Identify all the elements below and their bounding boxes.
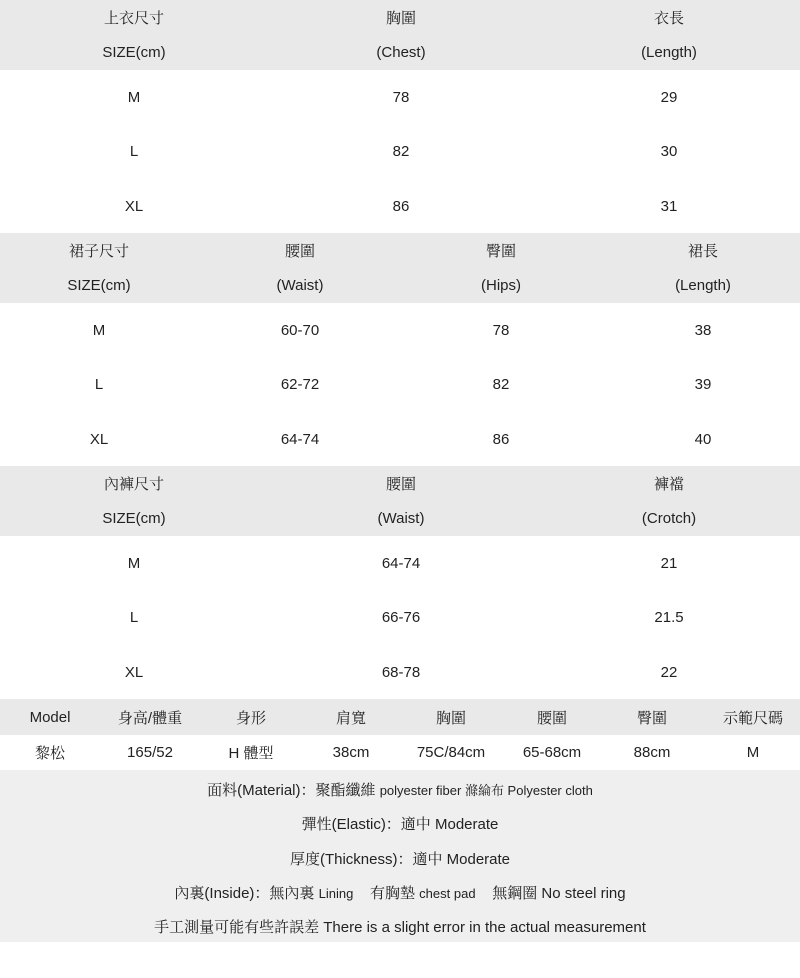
waist-value: 65-68cm bbox=[522, 744, 582, 761]
thickness-note: 厚度(Thickness)：適中 Moderate bbox=[289, 851, 511, 868]
chest-pad-en: chest pad bbox=[419, 886, 476, 901]
size-cell: L bbox=[94, 376, 104, 393]
skirt-header-size-zh: 裙子尺寸 bbox=[68, 243, 130, 260]
top-header-chest-zh: 胸圍 bbox=[385, 10, 417, 27]
skirt-header-size-en: SIZE(cm) bbox=[67, 277, 131, 294]
top-size-body bbox=[0, 70, 800, 233]
skirt-header-length-zh: 裙長 bbox=[687, 243, 719, 260]
table-row bbox=[0, 357, 800, 412]
fabric-notes bbox=[0, 770, 800, 942]
length-cell: 30 bbox=[660, 143, 678, 160]
model-table-row bbox=[0, 735, 800, 770]
material-note bbox=[0, 779, 800, 800]
waist-cell: 62-72 bbox=[280, 376, 320, 393]
body-shape-header: 身形 bbox=[235, 709, 267, 727]
shorts-size-body bbox=[0, 536, 800, 699]
hips-cell: 78 bbox=[492, 321, 510, 339]
top-header-size-zh: 上衣尺寸 bbox=[103, 10, 165, 27]
demo-size-header: 示範尺碼 bbox=[722, 709, 784, 727]
shorts-header-size-en: SIZE(cm) bbox=[102, 510, 166, 527]
material-label: 面料(Material)：聚酯纖維 bbox=[207, 782, 376, 799]
size-cell: L bbox=[129, 143, 139, 160]
model-table-header bbox=[0, 699, 800, 735]
size-cell: XL bbox=[89, 430, 109, 448]
top-header-length-zh: 衣長 bbox=[653, 10, 685, 27]
shoulder-value: 38cm bbox=[332, 744, 370, 761]
top-header-size-en: SIZE(cm) bbox=[102, 44, 166, 61]
model-header: Model bbox=[29, 708, 71, 726]
shorts-header-waist-en: (Waist) bbox=[377, 510, 425, 527]
length-cell: 31 bbox=[660, 197, 678, 215]
height-weight-header: 身高/體重 bbox=[117, 709, 183, 727]
chest-cell: 78 bbox=[392, 88, 410, 106]
shoulder-header: 肩寬 bbox=[335, 709, 367, 727]
lining-en: Lining bbox=[318, 886, 354, 901]
table-row bbox=[0, 124, 800, 179]
table-row bbox=[0, 303, 800, 357]
length-cell: 29 bbox=[660, 88, 678, 106]
body-shape-value: H 體型 bbox=[228, 745, 274, 762]
elastic-note: 彈性(Elastic)：適中 Moderate bbox=[301, 816, 499, 833]
waist-cell: 66-76 bbox=[381, 609, 421, 626]
shorts-header-waist-zh: 腰圍 bbox=[385, 476, 417, 493]
crotch-cell: 22 bbox=[660, 663, 678, 681]
size-cell: XL bbox=[124, 197, 144, 215]
table-row bbox=[0, 590, 800, 645]
chest-cell: 82 bbox=[392, 143, 410, 160]
skirt-size-body bbox=[0, 303, 800, 466]
shorts-header-size-zh: 內褲尺寸 bbox=[103, 476, 165, 493]
waist-cell: 60-70 bbox=[280, 321, 320, 339]
crotch-cell: 21.5 bbox=[654, 609, 684, 626]
size-cell: M bbox=[127, 554, 141, 572]
chest-pad-zh: 有胸墊 bbox=[369, 885, 415, 902]
skirt-header-waist-zh: 腰圍 bbox=[284, 243, 316, 260]
height-weight-value: 165/52 bbox=[127, 744, 173, 761]
skirt-header-waist-en: (Waist) bbox=[276, 277, 324, 294]
waist-header: 腰圍 bbox=[536, 709, 568, 727]
demo-size-value: M bbox=[746, 744, 760, 761]
waist-cell: 68-78 bbox=[381, 663, 421, 681]
crotch-cell: 21 bbox=[660, 554, 678, 572]
skirt-size-header bbox=[0, 233, 800, 303]
hips-header: 臀圍 bbox=[636, 709, 668, 727]
shorts-header-crotch-zh: 褲襠 bbox=[653, 476, 685, 493]
length-cell: 39 bbox=[694, 376, 712, 393]
skirt-header-length-en: (Length) bbox=[675, 277, 731, 294]
shorts-size-header bbox=[0, 466, 800, 536]
model-name: 黎松 bbox=[34, 745, 66, 762]
waist-cell: 64-74 bbox=[280, 430, 320, 448]
table-row bbox=[0, 70, 800, 124]
top-header-chest-en: (Chest) bbox=[376, 44, 426, 61]
steel-ring-note: 無鋼圈 No steel ring bbox=[492, 885, 626, 902]
material-detail: polyester fiber 滌綸布 Polyester cloth bbox=[379, 783, 593, 798]
lining-label: 內裏(Inside)：無內裏 bbox=[174, 885, 315, 902]
size-cell: M bbox=[92, 321, 106, 339]
size-cell: M bbox=[127, 88, 141, 106]
lining-note bbox=[0, 882, 800, 903]
chest-value: 75C/84cm bbox=[416, 744, 486, 761]
top-size-header bbox=[0, 0, 800, 70]
shorts-header-crotch-en: (Crotch) bbox=[641, 510, 697, 527]
table-row bbox=[0, 536, 800, 590]
chest-header: 胸圍 bbox=[435, 709, 467, 727]
waist-cell: 64-74 bbox=[381, 554, 421, 572]
length-cell: 38 bbox=[694, 321, 712, 339]
table-row bbox=[0, 412, 800, 466]
length-cell: 40 bbox=[694, 430, 712, 448]
table-row bbox=[0, 179, 800, 233]
size-cell: XL bbox=[124, 663, 144, 681]
hips-cell: 86 bbox=[492, 430, 510, 448]
measurement-error-note: 手工測量可能有些許誤差 There is a slight error in the actual measurement bbox=[154, 919, 646, 936]
size-cell: L bbox=[129, 609, 139, 626]
chest-cell: 86 bbox=[392, 197, 410, 215]
table-row bbox=[0, 645, 800, 699]
hips-cell: 82 bbox=[492, 376, 510, 393]
top-header-length-en: (Length) bbox=[641, 44, 697, 61]
skirt-header-hips-zh: 臀圍 bbox=[485, 243, 517, 260]
skirt-header-hips-en: (Hips) bbox=[481, 277, 521, 294]
hips-value: 88cm bbox=[633, 744, 671, 761]
